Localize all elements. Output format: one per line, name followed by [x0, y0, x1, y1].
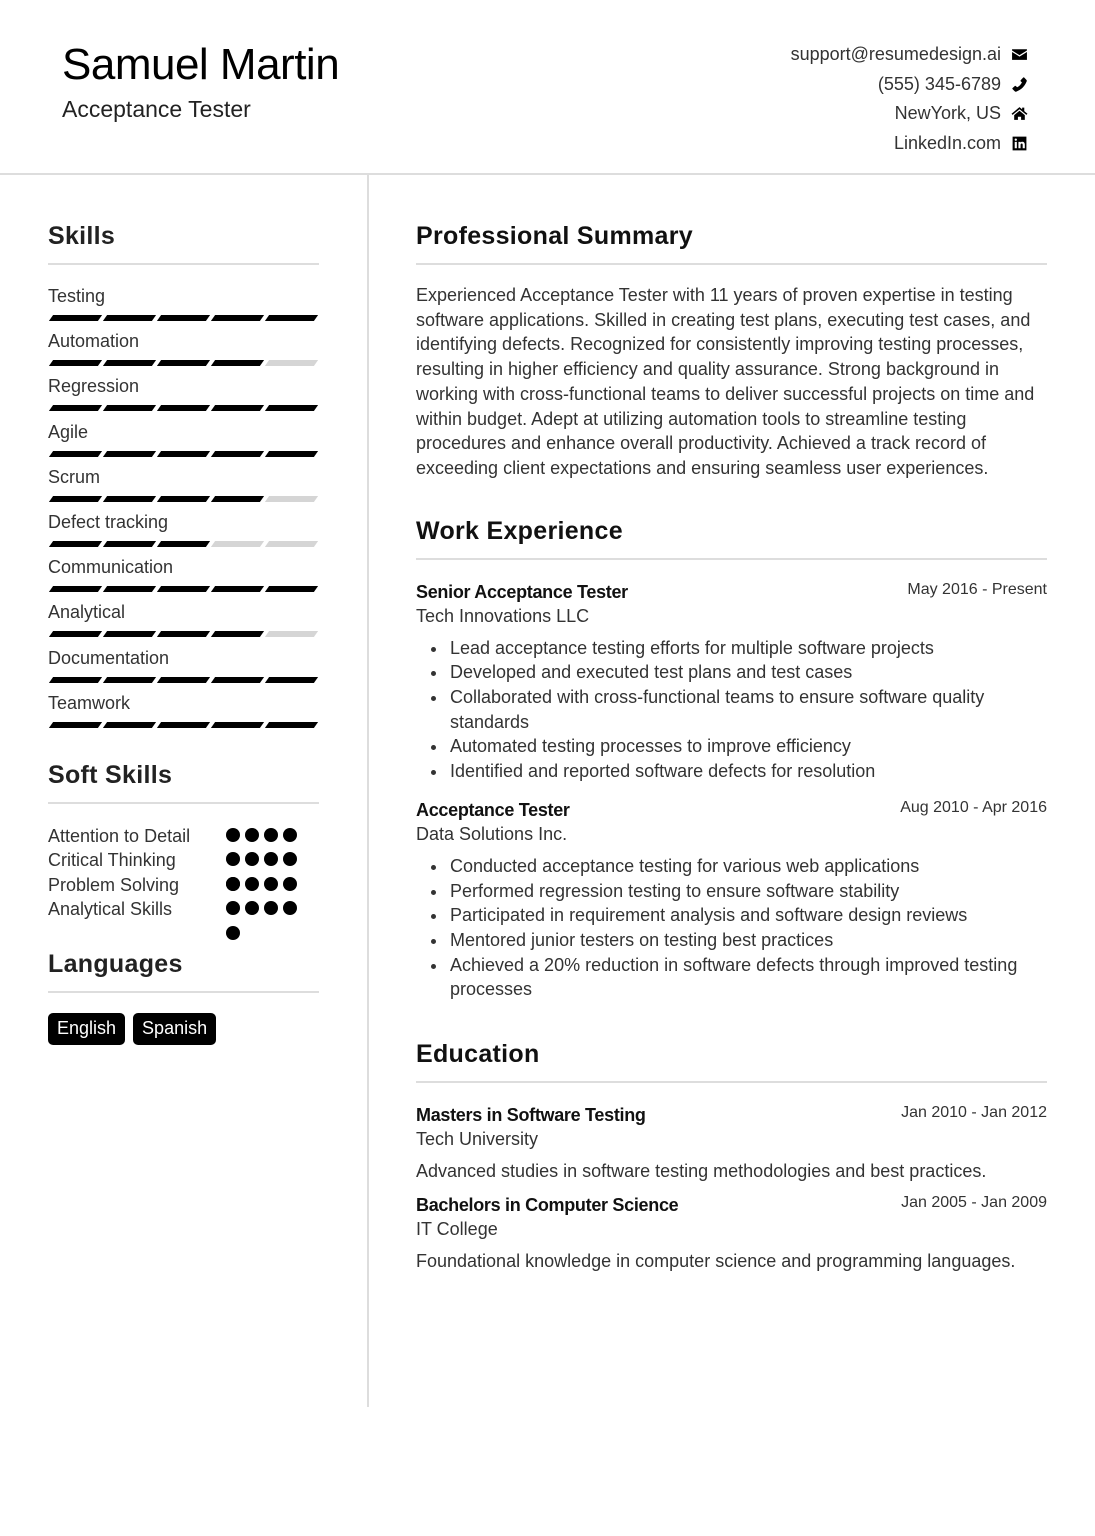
job-title: Acceptance Tester: [416, 799, 570, 820]
experience-entry: [416, 798, 1047, 1002]
level-segment-filled: [49, 722, 102, 728]
education-dates: Jan 2005 - Jan 2009: [901, 1194, 1047, 1212]
experience-section: [416, 517, 1047, 1002]
soft-skill-rating: [226, 824, 302, 849]
bullet-item: Achieved a 20% reduction in software defects through improved testing processes: [416, 953, 1047, 1002]
level-segment-filled: [49, 677, 102, 683]
level-segment-filled: [103, 541, 156, 547]
skill-level-bar: [48, 496, 319, 502]
skills-list: [48, 285, 319, 737]
level-segment-empty: [265, 360, 318, 366]
contact-linkedin[interactable]: [791, 129, 1028, 159]
level-segment-filled: [49, 451, 102, 457]
skill-level-bar: [48, 631, 319, 637]
rating-dot-filled: [226, 926, 240, 940]
level-segment-filled: [103, 722, 156, 728]
rating-dot-filled: [226, 877, 240, 891]
skill-item: [48, 556, 319, 601]
skill-level-bar: [48, 541, 319, 547]
level-segment-filled: [103, 586, 156, 592]
level-segment-filled: [211, 315, 264, 321]
level-segment-empty: [265, 631, 318, 637]
section-divider: [416, 1081, 1047, 1083]
soft-skill-rating: [226, 897, 302, 922]
rating-dot-filled: [264, 877, 278, 891]
level-segment-filled: [211, 496, 264, 502]
level-segment-filled: [103, 451, 156, 457]
level-segment-filled: [49, 541, 102, 547]
contact-phone-text: (555) 345-6789: [877, 73, 1001, 94]
language-badge: Spanish: [133, 1013, 216, 1045]
bullet-item: Lead acceptance testing efforts for multiple software projects: [416, 636, 1047, 661]
languages-section: [48, 950, 319, 1045]
level-segment-filled: [157, 360, 210, 366]
candidate-name: Samuel Martin: [62, 40, 340, 89]
level-segment-filled: [265, 451, 318, 457]
bullet-item: Collaborated with cross-functional teams to ensure software quality standards: [416, 685, 1047, 734]
level-segment-filled: [49, 405, 102, 411]
experience-entry: [416, 580, 1047, 784]
skills-section: [48, 222, 319, 737]
rating-dot-filled: [283, 877, 297, 891]
summary-section: [416, 222, 1047, 481]
skill-item: [48, 330, 319, 375]
contact-list: [791, 40, 1028, 158]
level-segment-empty: [265, 496, 318, 502]
level-segment-filled: [211, 631, 264, 637]
skill-item: [48, 511, 319, 556]
education-description: Foundational knowledge in computer science and programming languages.: [416, 1251, 1016, 1272]
section-divider: [48, 802, 319, 804]
company-name: Tech Innovations LLC: [416, 605, 590, 626]
level-segment-filled: [157, 541, 210, 547]
level-segment-filled: [49, 631, 102, 637]
soft-skill-rating: [226, 848, 302, 873]
level-segment-filled: [49, 360, 102, 366]
level-segment-filled: [211, 677, 264, 683]
degree-name: Masters in Software Testing: [416, 1105, 646, 1126]
sidebar: [48, 222, 319, 1045]
company-name: Data Solutions Inc.: [416, 823, 568, 844]
soft-skill-name: Problem Solving: [48, 874, 180, 895]
skill-item: [48, 375, 319, 420]
level-segment-filled: [157, 315, 210, 321]
level-segment-filled: [103, 360, 156, 366]
level-segment-filled: [49, 496, 102, 502]
column-divider: [367, 175, 369, 1407]
soft-skills-section: [48, 761, 319, 922]
skill-name: Agile: [48, 421, 89, 442]
level-segment-filled: [103, 631, 156, 637]
soft-skill-name: Attention to Detail: [48, 825, 191, 846]
job-bullets: [416, 636, 1047, 784]
level-segment-filled: [103, 677, 156, 683]
linkedin-icon: [1010, 134, 1028, 152]
languages-heading: Languages: [48, 949, 183, 978]
section-divider: [416, 263, 1047, 265]
soft-skills-list: [48, 824, 319, 922]
main-content: [416, 222, 1047, 1275]
soft-skill-name: Analytical Skills: [48, 899, 173, 920]
contact-email-text: support@resumedesign.ai: [790, 44, 1001, 65]
level-segment-filled: [157, 677, 210, 683]
school-name: IT College: [416, 1219, 498, 1240]
soft-skills-heading: Soft Skills: [48, 760, 173, 789]
rating-dot-filled: [226, 852, 240, 866]
rating-dot-filled: [283, 901, 297, 915]
resume-header: [0, 0, 1095, 175]
skill-name: Defect tracking: [48, 511, 169, 532]
level-segment-filled: [211, 722, 264, 728]
level-segment-empty: [211, 541, 264, 547]
education-description: Advanced studies in software testing methodologies and best practices.: [416, 1161, 987, 1182]
bullet-item: Automated testing processes to improve efficiency: [416, 734, 1047, 759]
education-section: [416, 1040, 1047, 1275]
level-segment-filled: [211, 451, 264, 457]
skill-name: Automation: [48, 331, 140, 352]
skill-item: [48, 647, 319, 692]
rating-dot-filled: [245, 828, 259, 842]
skill-item: [48, 421, 319, 466]
soft-skill-item: [48, 848, 319, 873]
education-entry: [416, 1103, 1047, 1185]
rating-dot-filled: [226, 828, 240, 842]
contact-phone[interactable]: [791, 70, 1028, 100]
skill-item: [48, 692, 319, 737]
rating-dot-filled: [245, 877, 259, 891]
level-segment-filled: [157, 451, 210, 457]
skill-level-bar: [48, 451, 319, 457]
bullet-item: Conducted acceptance testing for various web applications: [416, 854, 1047, 879]
rating-dot-filled: [283, 828, 297, 842]
contact-linkedin-text: LinkedIn.com: [893, 132, 1001, 153]
level-segment-filled: [157, 722, 210, 728]
skill-item: [48, 601, 319, 646]
envelope-icon: [1010, 46, 1028, 64]
skill-level-bar: [48, 360, 319, 366]
skill-name: Analytical: [48, 602, 126, 623]
skill-name: Communication: [48, 557, 174, 578]
section-divider: [48, 263, 319, 265]
rating-dot-filled: [264, 901, 278, 915]
level-segment-filled: [103, 405, 156, 411]
skill-level-bar: [48, 315, 319, 321]
contact-email[interactable]: [791, 40, 1028, 70]
skill-name: Documentation: [48, 647, 170, 668]
candidate-title: Acceptance Tester: [62, 96, 251, 122]
soft-skill-item: [48, 897, 319, 922]
level-segment-filled: [49, 586, 102, 592]
job-dates: Aug 2010 - Apr 2016: [900, 798, 1047, 816]
level-segment-filled: [211, 360, 264, 366]
section-divider: [416, 558, 1047, 560]
summary-heading: Professional Summary: [416, 222, 693, 250]
experience-heading: Work Experience: [416, 516, 623, 545]
contact-location: [791, 99, 1028, 129]
rating-dot-filled: [245, 852, 259, 866]
level-segment-filled: [49, 315, 102, 321]
phone-icon: [1010, 75, 1028, 93]
skill-level-bar: [48, 677, 319, 683]
rating-dot-filled: [283, 852, 297, 866]
job-dates: May 2016 - Present: [907, 580, 1047, 598]
bullet-item: Identified and reported software defects for resolution: [416, 759, 1047, 784]
home-icon: [1010, 105, 1028, 123]
bullet-item: Mentored junior testers on testing best practices: [416, 928, 1047, 953]
rating-dot-filled: [245, 901, 259, 915]
rating-dot-filled: [264, 828, 278, 842]
skill-name: Scrum: [48, 466, 101, 487]
level-segment-filled: [157, 586, 210, 592]
rating-dot-filled: [226, 901, 240, 915]
section-divider: [48, 991, 319, 993]
level-segment-filled: [265, 722, 318, 728]
level-segment-filled: [265, 405, 318, 411]
language-list: [48, 1013, 319, 1045]
level-segment-filled: [265, 315, 318, 321]
education-dates: Jan 2010 - Jan 2012: [901, 1104, 1047, 1122]
level-segment-empty: [265, 541, 318, 547]
level-segment-filled: [211, 586, 264, 592]
level-segment-filled: [265, 677, 318, 683]
level-segment-filled: [157, 496, 210, 502]
bullet-item: Participated in requirement analysis and software design reviews: [416, 903, 1047, 928]
skills-heading: Skills: [48, 222, 116, 250]
skill-level-bar: [48, 405, 319, 411]
level-segment-filled: [211, 405, 264, 411]
skill-item: [48, 285, 319, 330]
contact-location-text: NewYork, US: [894, 103, 1001, 124]
degree-name: Bachelors in Computer Science: [416, 1195, 679, 1216]
level-segment-filled: [265, 586, 318, 592]
level-segment-filled: [103, 496, 156, 502]
skill-name: Teamwork: [48, 692, 131, 713]
soft-skill-item: [48, 873, 319, 898]
skill-item: [48, 466, 319, 511]
skill-level-bar: [48, 586, 319, 592]
school-name: Tech University: [416, 1129, 539, 1150]
level-segment-filled: [157, 631, 210, 637]
bullet-item: Performed regression testing to ensure software stability: [416, 879, 1047, 904]
soft-skill-rating: [226, 873, 302, 898]
soft-skill-name: Critical Thinking: [48, 850, 176, 871]
skill-name: Regression: [48, 376, 140, 397]
education-heading: Education: [416, 1040, 540, 1069]
level-segment-filled: [157, 405, 210, 411]
education-entry: [416, 1193, 1047, 1275]
skill-level-bar: [48, 722, 319, 728]
job-bullets: [416, 854, 1047, 1002]
job-title: Senior Acceptance Tester: [416, 581, 628, 602]
summary-text: Experienced Acceptance Tester with 11 years of proven expertise in testing software applications. Skilled in creating test plans, executing test cases, and identifying defects. Recognized for consistently improving testing processes, resulting in higher efficiency and quality assurance. Strong background in working with cross-functional teams to deliver successful projects on time and within budget. Adept at utilizing automation tools to streamline testing procedures and enhance overall productivity. Achieved a track record of exceeding client expectations and ensuring seamless user experiences.: [416, 285, 1035, 478]
bullet-item: Developed and executed test plans and test cases: [416, 660, 1047, 685]
language-badge: English: [48, 1013, 125, 1045]
rating-dot-filled: [264, 852, 278, 866]
level-segment-filled: [103, 315, 156, 321]
skill-name: Testing: [48, 286, 106, 306]
soft-skill-item: [48, 824, 319, 849]
